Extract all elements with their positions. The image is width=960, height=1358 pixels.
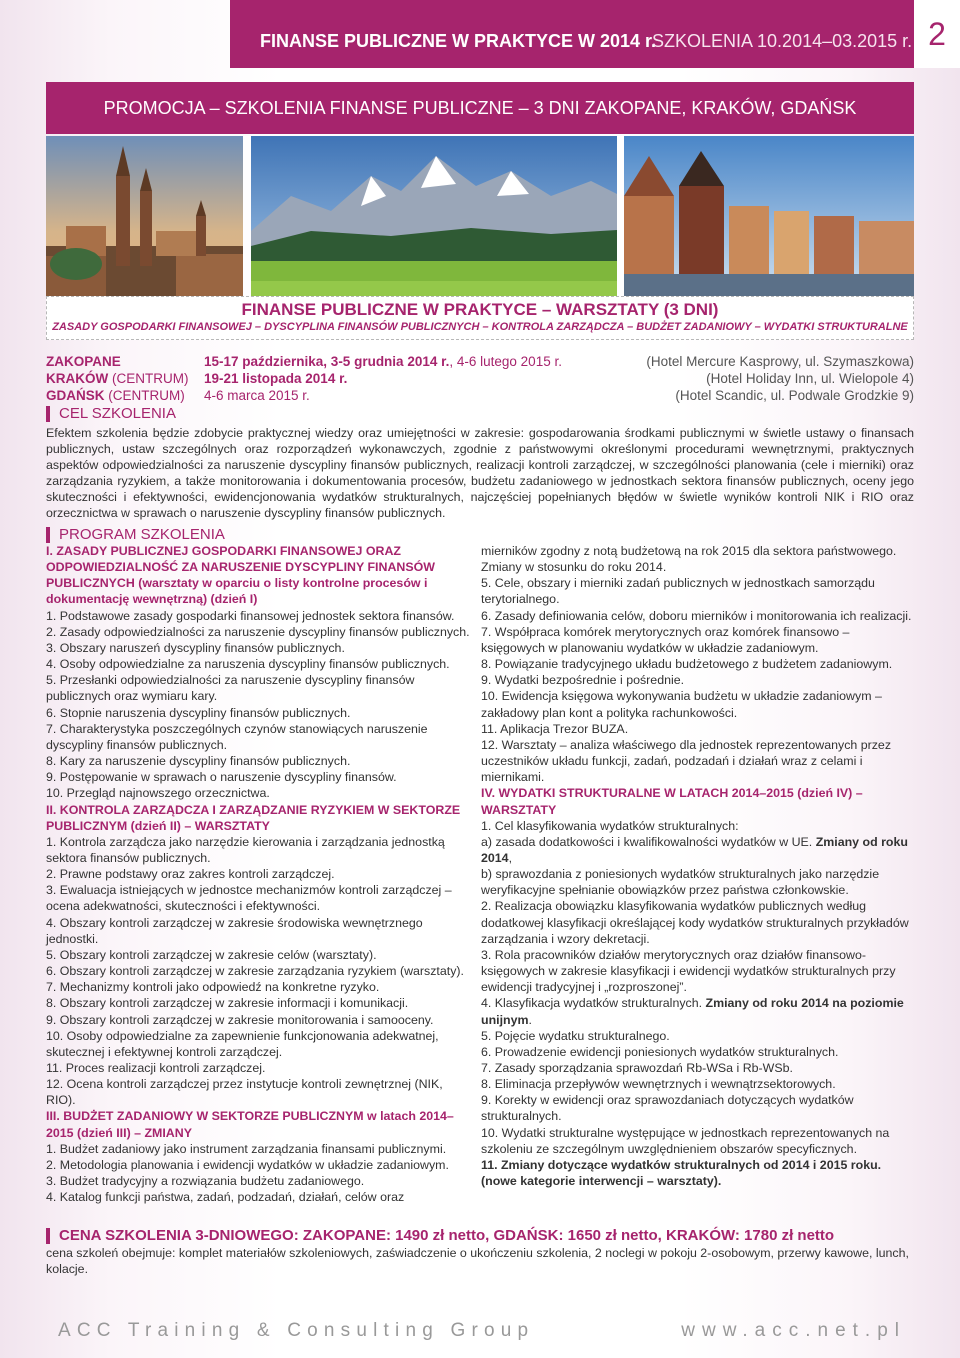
program-item: 1. Podstawowe zasady gospodarki finansowej jednostek sektora finansów. [46,608,455,623]
program-item: 6. Obszary kontroli zarządczej w zakresie zarządzania ryzykiem (warsztaty). [46,964,464,979]
goal-heading: CEL SZKOLENIA [46,406,176,422]
program-item: 10. Przegląd najnowszego orzecznictwa. [46,786,270,801]
program-item: 3. Ewaluacja istniejących w jednostce mechanizmów kontroli zarządczej – ocena adekwatności, skuteczności i efektywności. [46,883,452,914]
header-bar [230,0,914,68]
program-item: 2. Realizacja obowiązku klasyfikowania wydatków publicznych według dodatkowej klasyfikacji określającej kody wydatków strukturalnych przykładów zarządzania i wzory dekretacji. [481,899,909,946]
program-item: 9. Postępowanie w sprawach o naruszenie dyscypliny finansów. [46,770,397,785]
location-hotel-krakow: (Hotel Holiday Inn, ul. Wielopole 4) [706,371,914,386]
program-item: 5. Pojęcie wydatku strukturalnego. [481,1028,670,1043]
program-item: 4. Osoby odpowiedzialne za naruszenia dyscypliny finansów publicznych. [46,657,450,672]
location-hotel-gdansk: (Hotel Scandic, ul. Podwale Grodzkie 9) [675,388,914,403]
program-item: 8. Powiązanie tradycyjnego układu budżetowego z budżetem zadaniowym. [481,657,893,672]
program-item: 9. Obszary kontroli zarządczej w zakresie monitorowania i samooceny. [46,1012,434,1027]
program-item: 11. Aplikacja Trezor BUZA. [481,721,629,736]
program-item: 12. Warsztaty – analiza właściwego dla jednostek reprezentowanych przez uczestników układu funkcji, zadań, podzadań i działań wraz z celami i miernikami. [481,737,892,785]
program-item: 1. Cel klasyfikowania wydatków strukturalnych: [481,818,739,833]
course-banner [46,296,914,340]
promo-title: PROMOCJA – SZKOLENIA FINANSE PUBLICZNE – 3 DNI ZAKOPANE, KRAKÓW, GDAŃSK [46,82,914,134]
program-section-title: III. BUDŻET ZADANIOWY W SEKTORZE PUBLICZNYM w latach 2014–2015 (dzień III) – ZMIANY [46,1109,454,1140]
location-city-gdansk: GDAŃSK (CENTRUM) [46,388,185,403]
program-item: 11. Proces realizacji kontroli zarządczej. [46,1061,266,1075]
program-item: 8. Eliminacja przepływów wewnętrznych i wewnątrzsektorowych. [481,1077,836,1092]
program-item: 3. Rola pracowników działów merytorycznych oraz działów finansowo-księgowych w zakresie klasyfikacji i ewidencji wydatków strukturalnych przy ewidencji tradycyjnej i „rozproszonej”. [481,947,896,995]
program-item: 12. Ocena kontroli zarządczej przez instytucje kontroli zewnętrznej (NIK, RIO). [46,1077,443,1108]
program-item: 7. Charakterystyka poszczególnych czynów stanowiących naruszenie dyscypliny finansów publicznych. [46,721,428,752]
program-column-right [481,543,915,1189]
banner-subtitle: ZASADY GOSPODARKI FINANSOWEJ – DYSCYPLINA FINANSÓW PUBLICZNYCH – KONTROLA ZARZĄDCZA – BUDŻET ZADANIOWY – WYDATKI STRUKTURALNE [52,321,908,333]
location-hotel-zakopane: (Hotel Mercure Kasprowy, ul. Szymaszkowa) [646,354,914,369]
location-city-zakopane: ZAKOPANE [46,354,121,369]
location-city-krakow: KRAKÓW (CENTRUM) [46,371,189,386]
program-column-left [46,543,474,1205]
program-item: 9. Wydatki bezpośrednie i pośrednie. [481,673,685,688]
program-item: 7. Zasady sporządzania sprawozdań Rb-WSa i Rb-WSb. [481,1061,793,1075]
location-dates-zakopane: 15-17 października, 3-5 grudnia 2014 r., 4-6 lutego 2015 r. [204,354,562,369]
program-item: 8. Kary za naruszenie dyscypliny finansów publicznych. [46,754,351,769]
program-item: 5. Przesłanki odpowiedzialności za naruszenie dyscypliny finansów publicznych oraz wymiaru kary. [46,673,415,704]
program-item: 5. Cele, obszary i mierniki zadań publicznych w jednostkach samorządu terytorialnego. [481,576,875,607]
program-item: mierników zgodny z notą budżetową na rok 2015 dla sektora państwowego. Zmiany w stosunku do roku 2014. [481,544,897,575]
banner-title: FINANSE PUBLICZNE W PRAKTYCE – WARSZTATY (3 DNI) [241,300,719,319]
gdansk-photo [624,136,914,296]
goal-text: Efektem szkolenia będzie zdobycie praktycznej wiedzy oraz umiejętności w zakresie: gospodarowania środkami publicznymi w świetle ustawy o finansach publicznych, ustaw szczególnych oraz rozporządzeń wykonawczych, zgodnie z państwowymi określonymi procedurami wewnętrznymi, praktycznych aspektów odpowiedzialności za naruszenie dyscypliny finansów publicznych, realizacji kontroli zarządczej, w szczególności planowania (cele i mierniki) oraz zarządzania ryzykiem, a także monitorowania i dokumentowania procesów, budżetu zadaniowego w jednostkach sektora finansów publicznych, oceny jego skuteczności i efektywności, ewidencjonowania wydatków strukturalnych, najczęściej popełnianych błędów w świetle wyników kontroli NIK i RIO oraz orzecznictwa w sprawach o naruszenie dyscypliny finansów publicznych. [46,426,914,520]
program-item: 8. Obszary kontroli zarządczej w zakresie informacji i komunikacji. [46,996,409,1011]
program-item: 4. Katalog funkcji państwa, zadań, podzadań, działań, celów oraz [46,1190,405,1205]
program-item: 10. Ewidencja księgowa wykonywania budżetu w układzie zadaniowym – zakładowy plan kont a polityka rachunkowości. [481,689,882,720]
program-item: 7. Współpraca komórek merytorycznych oraz komórek finansowo – księgowych w planowaniu wydatków w układzie zadaniowym. [481,624,850,655]
program-item: 11. Zmiany dotyczące wydatków strukturalnych od 2014 i 2015 roku. (nowe kategorie interwencji – warsztaty). [481,1157,882,1189]
program-item: 5. Obszary kontroli zarządczej w zakresie celów (warsztaty). [46,947,377,962]
program-item: 4. Obszary kontroli zarządczej w zakresie środowiska wewnętrznego jednostki. [46,915,423,946]
program-section-title: II. KONTROLA ZARZĄDCZA I ZARZĄDZANIE RYZYKIEM W SEKTORZE PUBLICZNYM (dzień II) – WARSZTATY [46,802,461,833]
footer-website[interactable]: www.acc.net.pl [681,1320,906,1341]
program-heading: PROGRAM SZKOLENIA [46,527,225,543]
program-item: 6. Prowadzenie ewidencji poniesionych wydatków strukturalnych. [481,1044,839,1059]
program-item: 9. Korekty w ewidencji oraz sprawozdaniach dotyczących wydatków strukturalnych. [481,1093,854,1124]
program-item: 2. Metodologia planowania i ewidencji wydatków w układzie zadaniowym. [46,1157,449,1172]
program-item: 10. Osoby odpowiedzialne za zapewnienie funkcjonowania adekwatnej, skutecznej i efektywnej kontroli zarządczej. [46,1028,439,1059]
location-dates-gdansk: 4-6 marca 2015 r. [204,388,310,403]
price-text: cena szkoleń obejmuje: komplet materiałów szkoleniowych, zaświadczenie o ukończeniu szkolenia, 2 noclegi w pokoju 2-osobowym, przerwy kawowe, lunch, kolacje. [46,1246,909,1276]
location-dates-krakow: 19-21 listopada 2014 r. [204,371,348,386]
program-section-title: I. ZASADY PUBLICZNEJ GOSPODARKI FINANSOWEJ ORAZ ODPOWIEDZIALNOŚĆ ZA NARUSZENIE DYSCYPLINY FINANSÓW PUBLICZNYCH (warsztaty w oparciu o listy kontrolne procesów i dokumentację wewnętrzną) (dzień I) [46,544,435,607]
program-item: 2. Zasady odpowiedzialności za naruszenie dyscypliny finansów publicznych. [46,624,470,639]
program-item: 3. Obszary naruszeń dyscypliny finansów publicznych. [46,640,345,655]
header-subtitle: SZKOLENIA 10.2014–03.2015 r. [652,31,913,51]
program-item: 10. Wydatki strukturalne występujące w jednostkach reprezentowanych na szkoleniu ze szczególnym uwzględnieniem obszarów specyficznych. [481,1125,890,1156]
program-item: 6. Zasady definiowania celów, doboru mierników i monitorowania ich realizacji. [481,608,912,623]
page-number: 2 [914,0,960,68]
tatra-mountains-photo [251,136,617,296]
price-heading: CENA SZKOLENIA 3-DNIOWEGO: ZAKOPANE: 1490 zł netto, GDAŃSK: 1650 zł netto, KRAKÓW: 1780 zł netto [46,1228,834,1244]
program-item: 2. Prawne podstawy oraz zakres kontroli zarządczej. [46,867,335,882]
program-item: 1. Kontrola zarządcza jako narzędzie kierowania i zarządzania jednostką sektora finansów publicznych. [46,834,445,865]
program-item: a) zasada dodatkowości i kwalifikowalności wydatków w UE. Zmiany od roku 2014, [481,834,908,865]
program-item: 1. Budżet zadaniowy jako instrument zarządzania finansami publicznymi. [46,1141,447,1156]
program-item: b) sprawozdania z poniesionych wydatków strukturalnych jako narzędzie weryfikacyjne spełnianie obowiązków przez państwa członkowskie. [481,867,880,898]
program-section-title: IV. WYDATKI STRUKTURALNE W LATACH 2014–2015 (dzień IV) – WARSZTATY [481,786,863,817]
program-item: 4. Klasyfikacja wydatków strukturalnych. Zmiany od roku 2014 na poziomie unijnym. [481,996,904,1027]
program-item: 3. Budżet tradycyjny a rozwiązania budżetu zadaniowego. [46,1174,365,1189]
program-item: 7. Mechanizmy kontroli jako odpowiedź na konkretne ryzyko. [46,980,380,995]
program-item: 6. Stopnie naruszenia dyscypliny finansów publicznych. [46,705,351,720]
krakow-photo [46,136,243,296]
header-title: FINANSE PUBLICZNE W PRAKTYCE W 2014 r. [260,31,657,51]
footer-company: ACC Training & Consulting Group [58,1320,535,1341]
